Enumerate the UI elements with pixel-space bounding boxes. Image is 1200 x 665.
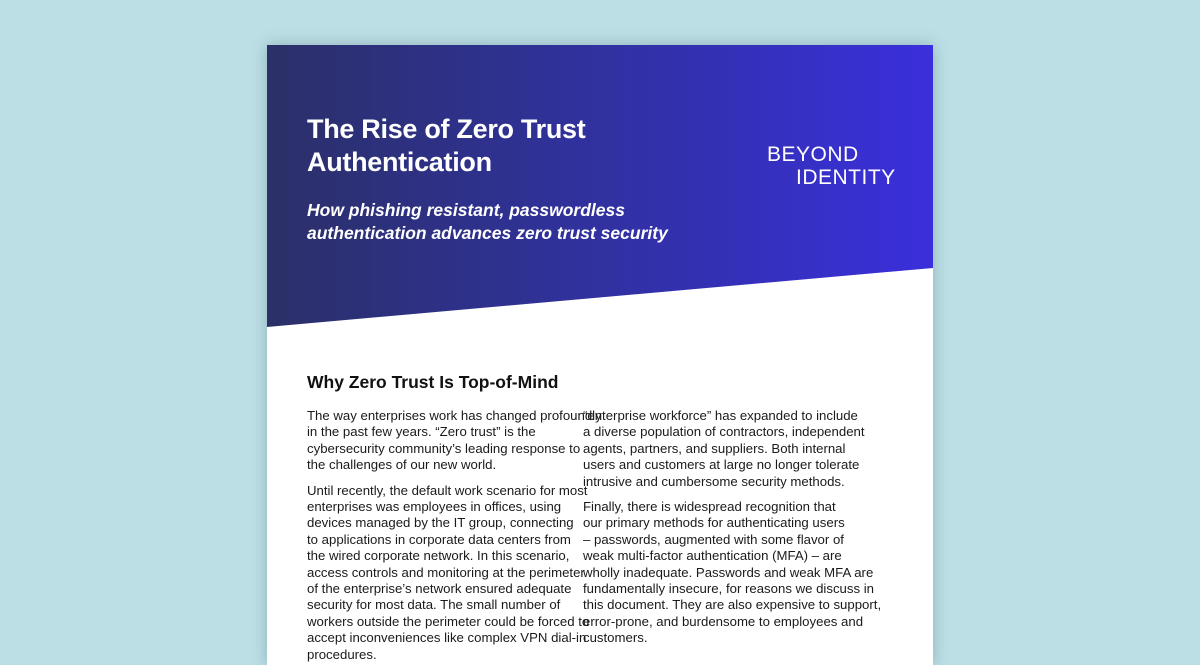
subtitle-line: How phishing resistant, passwordless (307, 200, 625, 220)
text-line: The way enterprises work has changed profoundly (307, 408, 602, 423)
text-line: – passwords, augmented with some flavor of (583, 531, 844, 547)
text-line: of the enterprise’s network ensured adequate (307, 581, 572, 597)
text-line: agents, partners, and suppliers. Both internal (583, 440, 846, 456)
text-line: “enterprise workforce” has expanded to include (583, 408, 858, 423)
logo-line2: IDENTITY (796, 166, 896, 189)
subtitle-line: authentication advances zero trust security (307, 223, 668, 243)
text-column-2 (583, 408, 882, 656)
document-page (267, 45, 933, 665)
title-line: The Rise of Zero Trust (307, 114, 586, 144)
text-line: security for most data. The small number of (307, 597, 561, 613)
paragraph (307, 408, 602, 474)
text-line: to applications in corporate data centers from (307, 531, 571, 547)
text-line: procedures. (307, 646, 377, 662)
section-heading: Why Zero Trust Is Top-of-Mind (307, 372, 559, 392)
paragraph (583, 408, 873, 490)
text-line: accept inconveniences like complex VPN dial-in (307, 630, 587, 646)
logo-line1: BEYOND (767, 143, 859, 166)
text-line: customers. (583, 630, 648, 646)
text-line: in the past few years. “Zero trust” is the (307, 424, 536, 440)
text-line: access controls and monitoring at the perimeter (307, 564, 585, 580)
text-line: weak multi-factor authentication (MFA) – are (583, 548, 842, 564)
text-line: Until recently, the default work scenario for most (307, 482, 588, 498)
text-line: our primary methods for authenticating users (583, 515, 845, 531)
text-line: users and customers at large no longer tolerate (583, 457, 860, 473)
title-line: Authentication (307, 147, 492, 177)
document-title (307, 113, 585, 179)
text-line: cybersecurity community’s leading response to (307, 440, 581, 456)
text-line: this document. They are also expensive to support, (583, 597, 882, 613)
beyond-identity-logo (767, 143, 896, 189)
paragraph (583, 499, 882, 647)
text-line: intrusive and cumbersome security methods. (583, 473, 845, 489)
text-line: enterprises was employees in offices, using (307, 499, 562, 515)
text-line: devices managed by the IT group, connecting (307, 515, 574, 531)
text-line: wholly inadequate. Passwords and weak MFA are (583, 564, 874, 580)
text-line: workers outside the perimeter could be forced to (307, 613, 590, 629)
text-column-1 (307, 408, 602, 665)
text-line: a diverse population of contractors, independent (583, 424, 865, 440)
paragraph (307, 483, 597, 663)
text-line: the challenges of our new world. (307, 457, 497, 473)
text-line: error-prone, and burdensome to employees and (583, 613, 864, 629)
text-line: Finally, there is widespread recognition that (583, 499, 836, 515)
document-subtitle (307, 199, 668, 245)
text-line: fundamentally insecure, for reasons we discuss in (583, 581, 875, 597)
text-line: the wired corporate network. In this scenario, (307, 548, 570, 564)
